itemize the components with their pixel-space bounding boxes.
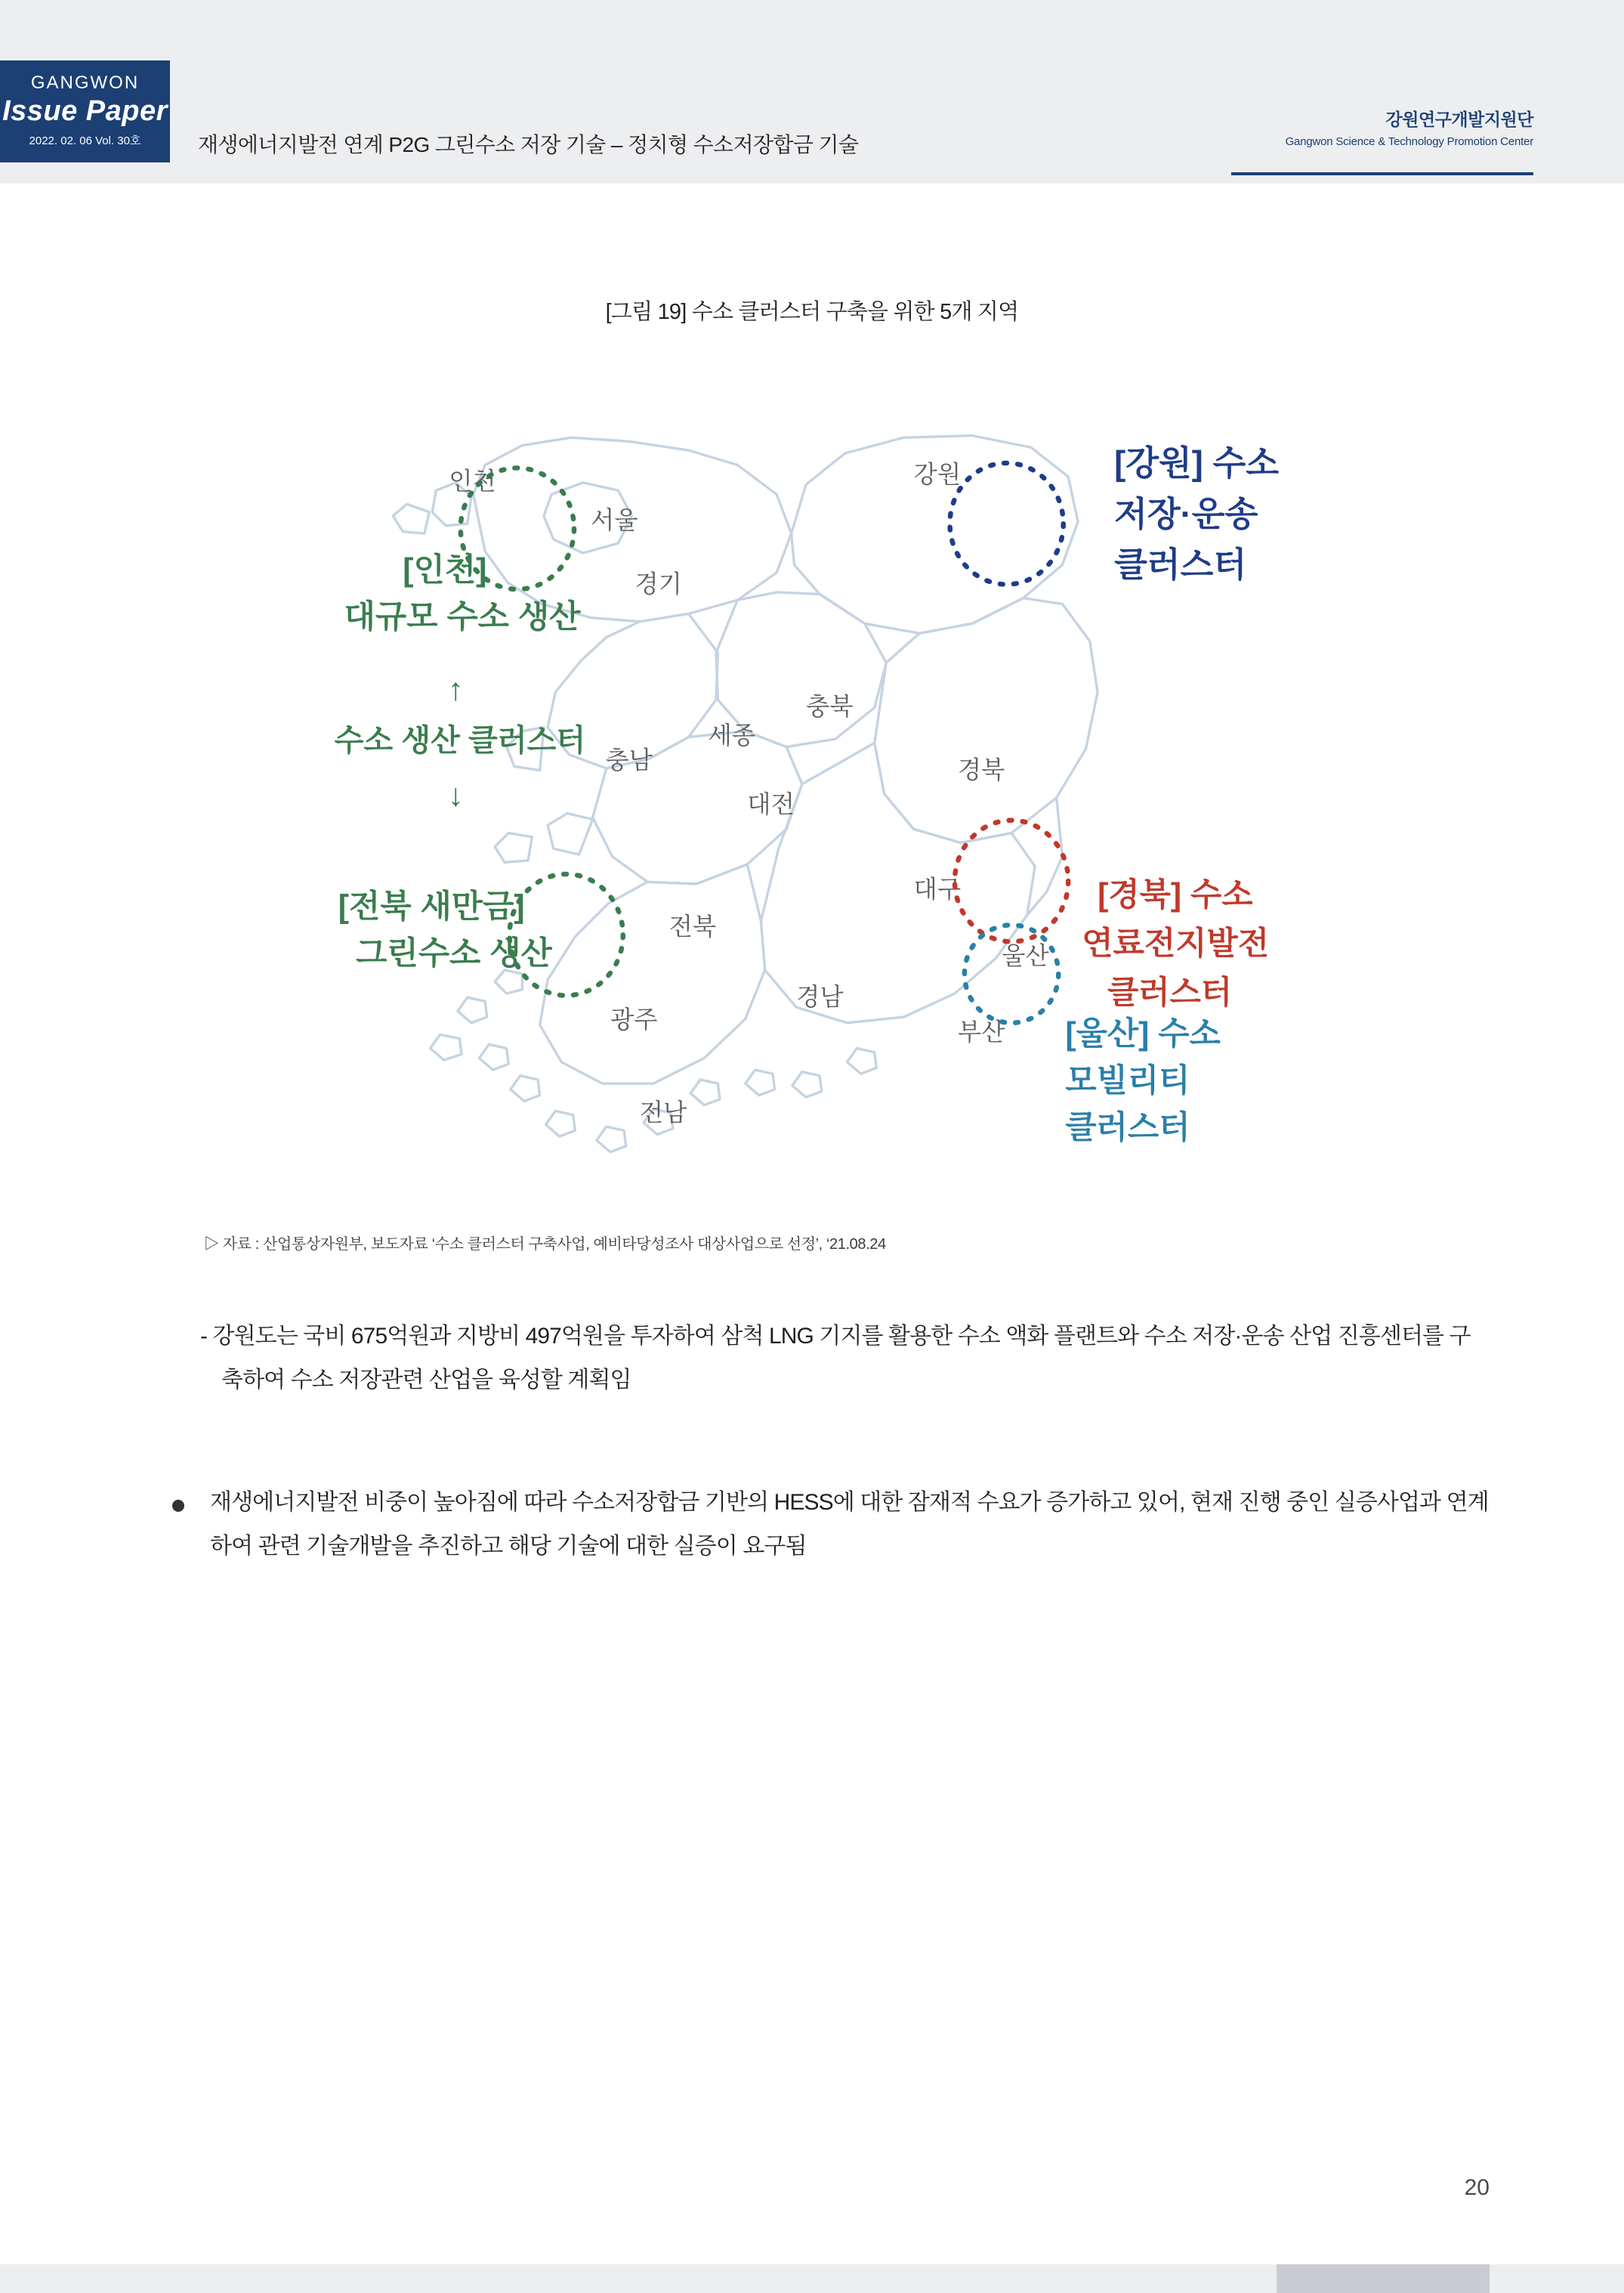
province-label: 인천 [449, 467, 496, 495]
province-label: 경기 [634, 570, 682, 598]
cluster-label-ulsan-line2: 모빌리티 [1065, 1062, 1190, 1099]
cluster-label-gyeongbuk-line3: 클러스터 [1107, 974, 1233, 1011]
bullet-paragraph: 재생에너지발전 비중이 높아짐에 따라 수소저장합금 기반의 HESS에 대한 잠재적 수요가 증가하고 있어, 현재 진행 중인 실증사업과 연계하여 관련 기술개발을 추진하고 해당 기술에 대한 실증이 요구됨 [210, 1490, 1489, 1559]
logo-gangwon-text: GANGWON [30, 73, 140, 93]
cluster-label-jeonbuk-line1: [전북 새만금] [338, 888, 525, 925]
cluster-labels [335, 443, 1280, 1145]
cluster-marker-gangwon [949, 463, 1063, 585]
province-label: 경북 [957, 756, 1005, 783]
cluster-label-incheon-line1: [인천] [403, 552, 487, 589]
cluster-label-gangwon-line2: 저장·운송 [1114, 494, 1258, 533]
cluster-label-gyeongbuk-line2: 연료전지발전 [1082, 926, 1270, 963]
dash-paragraph: - 강원도는 국비 675억원과 지방비 497억원을 투자하여 삼척 LNG 기지를 활용한 수소 액화 플랜트와 수소 저장·운송 산업 진흥센터를 구축하여 수소 저장관련 산업을 육성할 계획임 [200, 1324, 1471, 1392]
logo-issuepaper-text: Issue Paper [2, 95, 168, 127]
organization-name-kr: 강원연구개발지원단 [1385, 110, 1533, 129]
cluster-label-ulsan-line3: 클러스터 [1065, 1109, 1190, 1146]
province-label: 전북 [668, 913, 717, 941]
issue-paper-logo [0, 60, 170, 162]
cluster-label-ulsan-line1: [울산] 수소 [1065, 1015, 1221, 1052]
figure-source-note: ▷ 자료 : 산업통상자원부, 보도자료 ‘수소 클러스터 구축사업, 예비타당성조사 대상사업으로 선정’, ‘21.08.24 [204, 1236, 886, 1253]
arrow-up-icon: ↑ [447, 671, 464, 707]
figure-caption-title: [그림 19] 수소 클러스터 구축을 위한 5개 지역 [605, 300, 1019, 324]
province-label: 경남 [796, 983, 844, 1011]
header-organization [1231, 106, 1533, 148]
province-label: 충남 [605, 746, 653, 774]
arrow-down-icon: ↓ [447, 777, 464, 813]
header-document-title: 재생에너지발전 연계 P2G 그린수소 저장 기술 – 정치형 수소저장합금 기술 [198, 133, 859, 156]
organization-name-en: Gangwon Science & Technology Promotion Center [1285, 135, 1533, 148]
province-label: 충북 [806, 692, 854, 720]
page-header [0, 0, 1624, 184]
province-label: 대구 [913, 876, 962, 904]
footer-accent-block [1277, 2264, 1490, 2293]
province-label: 전남 [639, 1099, 687, 1126]
production-cluster-note-text: 수소 생산 클러스터 [334, 723, 586, 758]
page-number: 20 [1464, 2175, 1490, 2200]
cluster-label-gangwon-line3: 클러스터 [1114, 545, 1247, 585]
cluster-label-gyeongbuk-line1: [경북] 수소 [1098, 876, 1253, 913]
cluster-label-gangwon-line1: [강원] 수소 [1114, 443, 1280, 483]
bullet-point-icon [172, 1500, 184, 1512]
province-label: 울산 [1002, 942, 1049, 970]
province-label: 강원 [913, 460, 962, 488]
province-label: 부산 [957, 1018, 1005, 1046]
map-province-labels [449, 461, 1049, 1126]
korea-hydrogen-cluster-map [181, 348, 1450, 1209]
logo-issue-date: 2022. 02. 06 Vol. 30호 [29, 134, 141, 147]
province-label: 세종 [708, 722, 756, 749]
province-label: 대전 [747, 790, 795, 818]
header-accent-rule [1231, 172, 1533, 175]
cluster-label-incheon-line2: 대규모 수소 생산 [344, 598, 581, 635]
province-label: 광주 [610, 1006, 658, 1034]
cluster-label-jeonbuk-line2: 그린수소 생산 [356, 935, 552, 972]
province-label: 서울 [591, 506, 638, 534]
